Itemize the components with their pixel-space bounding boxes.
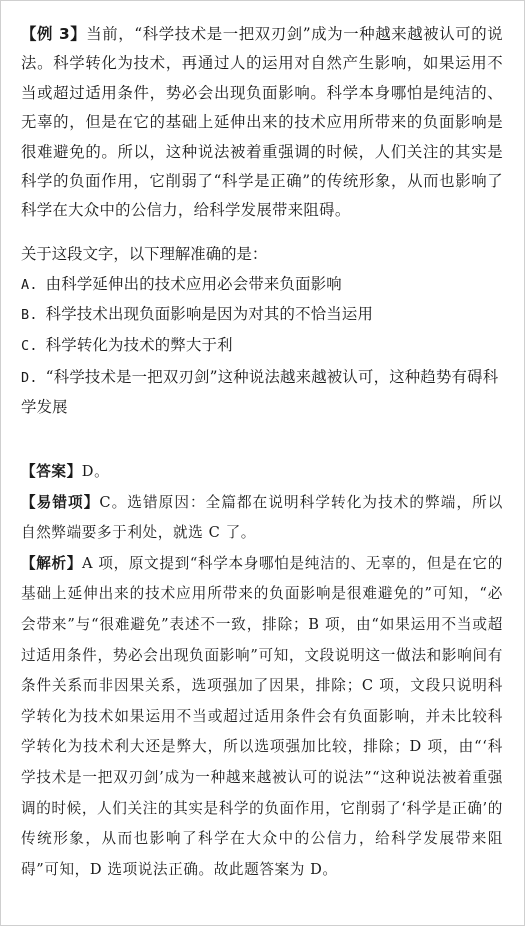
option-d (21, 363, 503, 423)
option-b (21, 300, 503, 330)
question-prompt: 关于这段文字，以下理解准确的是： (21, 245, 268, 263)
option-a-key: A. (21, 277, 38, 293)
option-c (21, 331, 503, 361)
question-text: 当前，“科学技术是一把双刃剑”成为一种越来越被认可的说法。科学转化为技术，再通过人的运用对自然产生影响，如果运用不当或超过适用条件，势必会出现负面影响。科学本身哪怕是纯洁的、无辜的，但是在它的基础上延伸出来的技术应用所带来的负面影响是很难避免的。所以，这种说法被着重强调的时候，人们关注的其实是科学的负面作用，它削弱了“科学是正确”的传统形象，从而也影响了科学在大众中的公信力，给科学发展带来阻碍。 (21, 25, 503, 220)
analysis-tag: 【解析】 (21, 554, 82, 572)
common-mistake-row (21, 488, 503, 549)
answer-tag: 【答案】 (21, 463, 82, 480)
common-mistake-text: C。选错原因：全篇都在说明科学转化为技术的弊端，所以自然弊端要多于利处，就选 C 了。 (21, 493, 503, 542)
option-d-key: D. (21, 370, 38, 386)
option-b-text: 科学技术出现负面影响是因为对其的不恰当运用 (45, 305, 374, 323)
common-mistake-tag: 【易错项】 (21, 493, 100, 511)
answer-text: D。 (81, 463, 110, 480)
option-d-text: “科学技术是一把双刃剑”这种说法越来越被认可，这种趋势有碍科学发展 (21, 368, 499, 417)
question-stem (21, 20, 503, 226)
option-a (21, 270, 503, 300)
analysis-row (21, 549, 503, 886)
question-tag: 【例 3】 (21, 25, 87, 43)
analysis-text: A 项，原文提到“科学本身哪怕是纯洁的、无辜的，但是在它的基础上延伸出来的技术应用所带来的负面影响是很难避免的”可知，“必会带来”与“很难避免”表述不一致，排除；B 项，由“如果运用不当或超过适用条件，势必会出现负面影响”可知，文段说明这一做法和影响间有条件关系而非因果关系，选项强加了因果，排除；C 项，文段只说明科学转化为技术如果运用不当或超过适用条件会有负面影响，并未比较科学转化为技术利大还是弊大，所以选项强加比较，排除；D 项，由“‘科学技术是一把双刃剑’成为一种越来越被认可的说法”“这种说法被着重强调的时候，人们关注的其实是科学的负面作用，它削弱了‘科学是正确’的传统形象，从而也影响了科学在大众中的公信力，给科学发展带来阻碍”可知，D 选项说法正确。故此题答案为 D。 (21, 554, 503, 878)
option-c-key: C. (21, 338, 38, 354)
answer-row (21, 457, 503, 488)
option-b-key: B. (21, 307, 38, 323)
option-a-text: 由科学延伸出的技术应用必会带来负面影响 (45, 275, 342, 293)
answer-section (21, 457, 503, 885)
option-c-text: 科学转化为技术的弊大于利 (45, 336, 233, 354)
